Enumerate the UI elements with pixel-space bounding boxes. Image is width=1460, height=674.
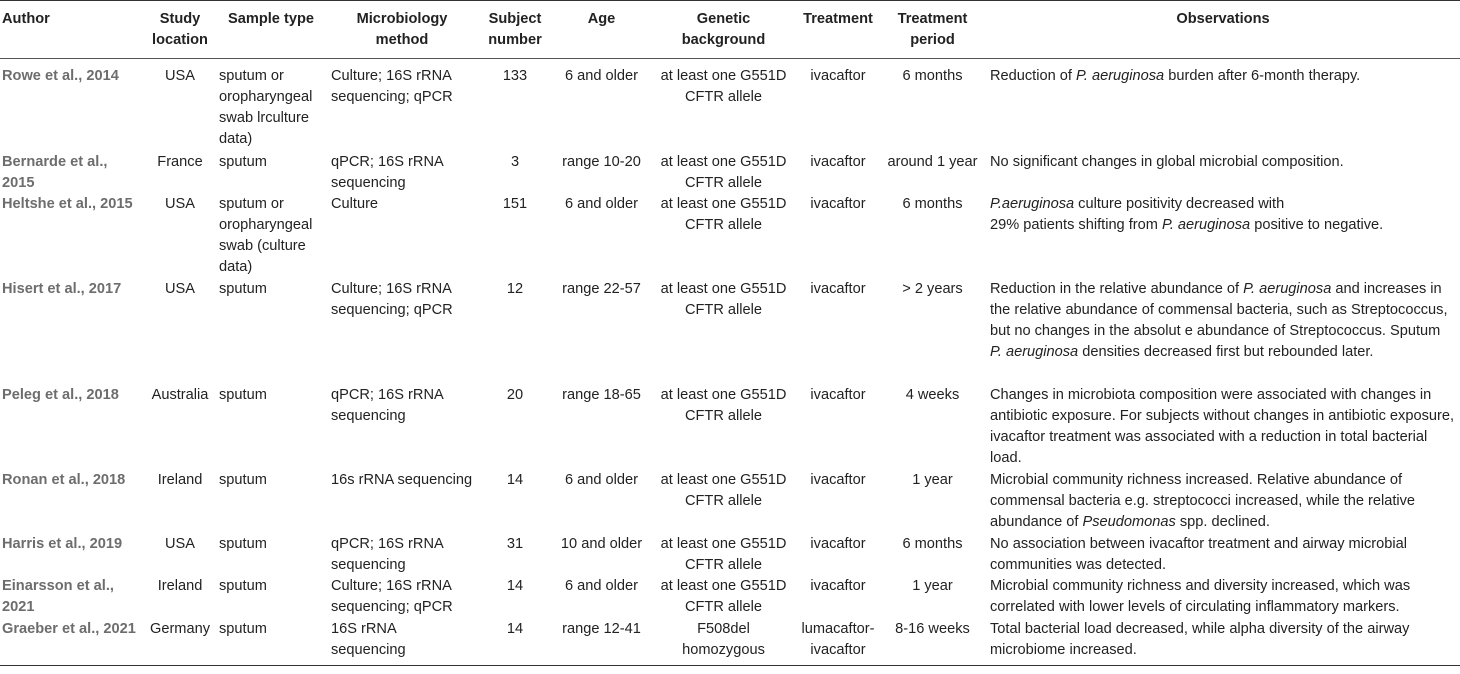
cell-age: 6 and older bbox=[564, 472, 639, 488]
cell-genetic: at least one G551D CFTR allele bbox=[660, 196, 787, 233]
cell-author: Rowe et al., 2014 bbox=[2, 68, 119, 84]
cell-subjects: 14 bbox=[506, 472, 524, 488]
cell-method: Culture; 16S rRNA sequencing; qPCR bbox=[331, 281, 453, 318]
cell-age: 6 and older bbox=[564, 68, 639, 84]
cell-period: 8-16 weeks bbox=[895, 621, 970, 637]
cell-subjects: 14 bbox=[506, 578, 524, 594]
cell-sample-type: sputum bbox=[219, 387, 267, 403]
cell-observations bbox=[986, 279, 1460, 385]
cell-subjects: 12 bbox=[506, 281, 524, 297]
cell-treatment: ivacaftor bbox=[810, 536, 866, 552]
table-row bbox=[0, 534, 1460, 576]
table-row bbox=[0, 470, 1460, 534]
cell-location: USA bbox=[164, 536, 195, 552]
cell-location: Ireland bbox=[157, 578, 203, 594]
table-row bbox=[0, 619, 1460, 666]
cell-age: range 18-65 bbox=[562, 387, 641, 403]
table-row bbox=[0, 279, 1460, 385]
cell-method: Culture; 16S rRNA sequencing; qPCR bbox=[331, 68, 453, 105]
cell-location: Australia bbox=[151, 387, 209, 403]
cell-genetic: at least one G551D CFTR allele bbox=[660, 68, 787, 105]
cell-location: Ireland bbox=[157, 472, 203, 488]
header-row bbox=[0, 1, 1460, 59]
cell-location: USA bbox=[164, 196, 195, 212]
cell-method: Culture; 16S rRNA sequencing; qPCR bbox=[331, 578, 453, 615]
cell-subjects: 20 bbox=[506, 387, 524, 403]
cell-period: 6 months bbox=[902, 196, 963, 212]
header-subjects: Subject number bbox=[488, 11, 542, 48]
cell-observations bbox=[986, 534, 1460, 576]
cell-method: 16S rRNA sequencing bbox=[331, 621, 406, 658]
cell-treatment: ivacaftor bbox=[810, 578, 866, 594]
species-name: P. aeruginosa bbox=[1161, 217, 1251, 233]
observation-text: No association between ivacaftor treatment and airway microbial communities was detected. bbox=[990, 536, 1407, 573]
observation-text: Changes in microbiota composition were associated with changes in antibiotic exposure. For subjects without changes in antibiotic exposure, ivacaftor treatment was associated with a reduction in total bacterial load. bbox=[990, 387, 1455, 466]
observation-text: Reduction of bbox=[990, 68, 1076, 84]
cell-genetic: at least one G551D CFTR allele bbox=[660, 154, 787, 191]
table-body bbox=[0, 59, 1460, 666]
cell-location: USA bbox=[164, 68, 195, 84]
cell-author: Ronan et al., 2018 bbox=[2, 472, 126, 488]
cell-period: 6 months bbox=[902, 536, 963, 552]
cell-author: Graeber et al., 2021 bbox=[2, 621, 136, 637]
cell-sample-type: sputum or oropharyngeal swab (culture data) bbox=[219, 196, 313, 275]
cell-subjects: 14 bbox=[506, 621, 524, 637]
cell-sample-type: sputum bbox=[219, 578, 267, 594]
header-observations: Observations bbox=[1176, 11, 1270, 27]
cell-method: qPCR; 16S rRNA sequencing bbox=[331, 154, 443, 191]
cell-sample-type: sputum bbox=[219, 472, 267, 488]
observation-text: densities decreased first but rebounded later. bbox=[1078, 344, 1374, 360]
cell-sample-type: sputum or oropharyngeal swab lrculture data) bbox=[219, 68, 313, 147]
header-sample-type: Sample type bbox=[228, 11, 314, 27]
header-location: Study location bbox=[152, 11, 208, 48]
cell-author: Bernarde et al., 2015 bbox=[2, 154, 108, 191]
cell-author: Einarsson et al., 2021 bbox=[2, 578, 114, 615]
cell-period: 1 year bbox=[912, 472, 953, 488]
table-row bbox=[0, 385, 1460, 470]
observation-text: Total bacterial load decreased, while alpha diversity of the airway microbiome increased. bbox=[990, 621, 1410, 658]
cell-genetic: at least one G551D CFTR allele bbox=[660, 536, 787, 573]
cell-age: 10 and older bbox=[560, 536, 643, 552]
cell-treatment: ivacaftor bbox=[810, 281, 866, 297]
cell-method: qPCR; 16S rRNA sequencing bbox=[331, 536, 443, 573]
cell-age: range 10-20 bbox=[562, 154, 641, 170]
observation-text: and increases in the relative abundance of commensal bacteria, such as Streptococcus, but no changes in the absolut e abundance of Streptococcus. Sputum bbox=[990, 281, 1448, 339]
cell-author: Hisert et al., 2017 bbox=[2, 281, 122, 297]
cell-author: Harris et al., 2019 bbox=[2, 536, 123, 552]
observation-text: Microbial community richness increased. Relative abundance of commensal bacteria e.g. streptococci increased, while the relative abundance of bbox=[990, 472, 1416, 530]
table-header bbox=[0, 1, 1460, 59]
cell-location: France bbox=[157, 154, 203, 170]
cell-author: Heltshe et al., 2015 bbox=[2, 196, 133, 212]
cell-age: range 12-41 bbox=[562, 621, 641, 637]
cell-genetic: at least one G551D CFTR allele bbox=[660, 281, 787, 318]
cell-period: 4 weeks bbox=[905, 387, 960, 403]
species-name: P. aeruginosa bbox=[990, 344, 1079, 360]
cell-location: Germany bbox=[149, 621, 210, 637]
cell-subjects: 31 bbox=[506, 536, 524, 552]
species-name: Pseudomonas bbox=[1082, 514, 1176, 530]
cell-age: range 22-57 bbox=[562, 281, 641, 297]
cell-genetic: at least one G551D CFTR allele bbox=[660, 578, 787, 615]
cell-treatment: lumacaftor-ivacaftor bbox=[801, 621, 875, 658]
header-age: Age bbox=[587, 11, 616, 27]
observation-text: Microbial community richness and diversity increased, which was correlated with lower levels of circulating inflammatory markers. bbox=[990, 578, 1411, 615]
header-treatment: Treatment bbox=[803, 11, 873, 27]
observation-text: Reduction in the relative abundance of bbox=[990, 281, 1244, 297]
species-name: P. aeruginosa bbox=[1076, 68, 1165, 84]
cell-age: 6 and older bbox=[564, 196, 639, 212]
header-author: Author bbox=[2, 11, 50, 27]
cell-subjects: 151 bbox=[502, 196, 528, 212]
cell-observations bbox=[986, 470, 1460, 534]
cell-treatment: ivacaftor bbox=[810, 154, 866, 170]
header-method: Microbiology method bbox=[356, 11, 448, 48]
cell-period: 1 year bbox=[912, 578, 953, 594]
cell-method: qPCR; 16S rRNA sequencing bbox=[331, 387, 443, 424]
cell-sample-type: sputum bbox=[219, 536, 267, 552]
table-row bbox=[0, 576, 1460, 619]
cell-sample-type: sputum bbox=[219, 154, 267, 170]
cell-subjects: 133 bbox=[502, 68, 528, 84]
table-row bbox=[0, 59, 1460, 153]
cell-genetic: at least one G551D CFTR allele bbox=[660, 387, 787, 424]
cell-observations bbox=[986, 59, 1460, 153]
observation-text: 29% patients shifting from bbox=[990, 217, 1162, 233]
cell-period: 6 months bbox=[902, 68, 963, 84]
observation-text: No significant changes in global microbial composition. bbox=[990, 154, 1344, 170]
cell-subjects: 3 bbox=[510, 154, 520, 170]
cell-author: Peleg et al., 2018 bbox=[2, 387, 119, 403]
observation-text: culture positivity decreased with bbox=[1074, 196, 1285, 212]
cell-sample-type: sputum bbox=[219, 621, 267, 637]
table-row bbox=[0, 152, 1460, 194]
observation-text: spp. declined. bbox=[1175, 514, 1270, 530]
species-name: P. aeruginosa bbox=[1243, 281, 1332, 297]
header-genetic: Genetic background bbox=[681, 11, 766, 48]
cell-age: 6 and older bbox=[564, 578, 639, 594]
observation-text: burden after 6-month therapy. bbox=[1164, 68, 1361, 84]
cell-method: Culture bbox=[331, 196, 379, 212]
cell-treatment: ivacaftor bbox=[810, 387, 866, 403]
cell-period: > 2 years bbox=[902, 281, 963, 297]
cell-period: around 1 year bbox=[887, 154, 978, 170]
cell-treatment: ivacaftor bbox=[810, 196, 866, 212]
cell-treatment: ivacaftor bbox=[810, 68, 866, 84]
table-row bbox=[0, 194, 1460, 279]
cell-method: 16s rRNA sequencing bbox=[331, 472, 473, 488]
header-period: Treatment period bbox=[897, 11, 968, 48]
species-name: P.aeruginosa bbox=[990, 196, 1075, 212]
cell-observations bbox=[986, 152, 1460, 194]
cell-location: USA bbox=[164, 281, 195, 297]
cell-observations bbox=[986, 385, 1460, 470]
cell-genetic: at least one G551D CFTR allele bbox=[660, 472, 787, 509]
cell-sample-type: sputum bbox=[219, 281, 267, 297]
cell-treatment: ivacaftor bbox=[810, 472, 866, 488]
cell-observations bbox=[986, 194, 1460, 279]
cell-observations bbox=[986, 576, 1460, 619]
cell-genetic: F508del homozygous bbox=[682, 621, 765, 658]
cell-observations bbox=[986, 619, 1460, 666]
observation-text: positive to negative. bbox=[1250, 217, 1384, 233]
